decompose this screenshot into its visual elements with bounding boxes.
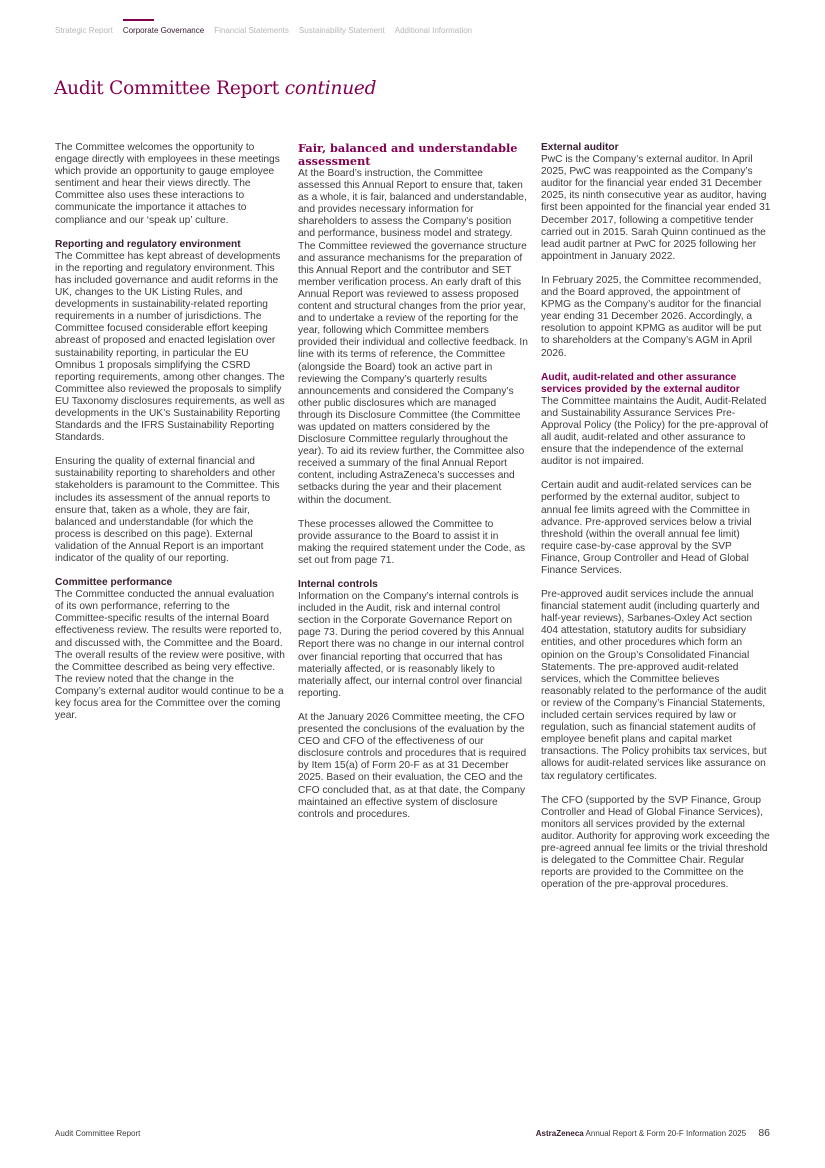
paragraph-reporting-regulatory: The Committee has kept abreast of developments in the reporting and regulatory environment. This has included governance and audit reforms in the UK, changes to the UK Listing Rules, and developments in sustainability-related reporting requirements in a number of jurisdictions. The Committee focused considerable effort keeping abreast of proposed and enacted legislation over sustainability reporting, in particular the EU Omnibus 1 proposals simplifying the CSRD reporting requirements, among other changes. The Committee also reviewed the proposals to simplify EU Taxonomy disclosures requirements, as well as developments in the UK’s Sustainability Reporting Standards and the IFRS Sustainability Reporting Standards. (55, 250, 285, 444)
page-number: 86 (758, 1127, 770, 1139)
paragraph-reporting-quality: Ensuring the quality of external financial and sustainability reporting to shareholders and other stakeholders is paramount to the Committee. This includes its assessment of the annual reports to ensure that, taken as a whole, they are fair, balanced and understandable (for which the process is described on this page). External validation of the Annual Report is an important indicator of the quality of our reporting. (55, 456, 280, 564)
nav-strategic-report[interactable]: Strategic Report (55, 26, 113, 35)
heading-fair-balanced: Fair, balanced and understandable assessment (298, 141, 518, 168)
paragraph-assurance-statement: These processes allowed the Committee to provide assurance to the Board to assist it in making the required statement under the Code, as set out from page 71. (298, 518, 526, 566)
footer-document-info (536, 1127, 770, 1139)
footer-document-title: Annual Report & Form 20-F Information 2025 (585, 1129, 747, 1138)
column-middle (298, 142, 528, 833)
paragraph-external-auditor: PwC is the Company’s external auditor. In April 2025, PwC was reappointed as the Company’s auditor for the financial year ended 31 December 2025, its ninth consecutive year as auditor, having first been appointed for the financial year ended 31 December 2017, following a competitive tender carried out in 2015. Sarah Quinn continued as the lead audit partner at PwC for 2025 following her appointment in January 2022. (541, 154, 771, 262)
heading-committee-performance: Committee performance (55, 577, 173, 589)
paragraph-kpmg-appointment: In February 2025, the Committee recommended, and the Board approved, the appointment of KPMG as the Company’s auditor for the financial year ending 31 December 2026. Accordingly, a resolution to appoint KPMG as auditor will be put to shareholders at the Company’s AGM in April 2026. (541, 274, 762, 359)
nav-corporate-governance[interactable]: Corporate Governance (122, 26, 205, 35)
footer-brand: AstraZeneca (535, 1129, 584, 1138)
paragraph-employee-engagement: The Committee welcomes the opportunity to engage directly with employees in these meetings which provide an opportunity to gauge employee sentiment and hear their views directly. The Committee also uses these interactions to communicate the importance it attaches to compliance and our ‘speak up’ culture. (55, 142, 280, 226)
nav-additional-information[interactable]: Additional Information (394, 26, 473, 35)
column-left (55, 142, 285, 734)
nav-sustainability-statement[interactable]: Sustainability Statement (298, 26, 385, 35)
paragraph-pre-approval-policy: The Committee maintains the Audit, Audit-Related and Sustainability Assurance Services Pre-Approval Policy (the Policy) for the pre-approval of all audit, audit-related and other assurance to ensure that the independence of the external auditor is not impaired. (541, 395, 769, 468)
heading-reporting-regulatory: Reporting and regulatory environment (55, 238, 241, 250)
heading-assurance-services: Audit, audit-related and other assurance services provided by the external auditor (541, 371, 740, 395)
heading-external-auditor: External auditor (541, 142, 619, 153)
section-navigation (55, 26, 472, 35)
page-title-main: Audit Committee Report (54, 78, 280, 99)
paragraph-disclosure-controls: At the January 2026 Committee meeting, the CFO presented the conclusions of the evaluation by the CEO and CFO of the effectiveness of our disclosure controls and procedures that is required by Item 15(a) of Form 20-F as at 31 December 2025. Based on their evaluation, the CEO and the CFO concluded that, as at that date, the Company maintained an effective system of disclosure controls and procedures. (298, 711, 527, 820)
page-title (54, 78, 376, 99)
paragraph-internal-controls: Information on the Company’s internal controls is included in the Audit, risk and internal control section in the Corporate Governance Report on page 73. During the period covered by this Annual Report there was no change in our internal control over financial reporting that occurred that has materially affected, or is reasonably likely to materially affect, our internal control over financial reporting. (298, 591, 524, 699)
paragraph-cfo-monitoring: The CFO (supported by the SVP Finance, Group Controller and Head of Global Finance Services), monitors all services provided by the external auditor. Authority for approving work exceeding the pre-agreed annual fee limits or the trivial threshold is delegated to the Committee Chair. Regular reports are provided to the Committee on the operation of the pre-approval procedures. (541, 794, 770, 891)
column-right (541, 142, 771, 903)
footer-section-name: Audit Committee Report (55, 1129, 141, 1138)
heading-internal-controls: Internal controls (298, 579, 378, 590)
paragraph-fair-balanced: At the Board’s instruction, the Committee assessed this Annual Report to ensure that, taken as a whole, it is fair, balanced and understandable, and provides necessary information for shareholders to assess the Company’s position and performance, business model and strategy. The Committee reviewed the governance structure and assurance mechanisms for the preparation of this Annual Report and the contributor and SET member verification process. An early draft of this Annual Report was reviewed to assess proposed content and structural changes from the prior year, and to undertake a review of the reporting for the year, following which Committee members provided their individual and collective feedback. In line with its terms of reference, the Committee (alongside the Board) took an active part in reviewing the Company’s quarterly results announcements and considered the Company’s other public disclosures which are managed through its Disclosure Committee (the Committee was updated on matters considered by the Disclosure Committee regularly throughout the year). To aid its review further, the Committee also received a summary of the final Annual Report content, including AstraZeneca’s successes and setbacks during the year and their placement within the document. (298, 168, 528, 506)
paragraph-fee-limits: Certain audit and audit-related services can be performed by the external auditor, subject to annual fee limits agreed with the Committee in advance. Pre-approved services below a trivial threshold (within the overall annual fee limit) require case-by-case approval by the SVP Finance, Group Controller and Head of Global Finance Services. (541, 480, 752, 576)
nav-financial-statements[interactable]: Financial Statements (214, 26, 289, 35)
paragraph-pre-approved-services: Pre-approved audit services include the annual financial statement audit (including quarterly and half-year reviews), Sarbanes-Oxley Act section 404 attestation, statutory audits for subsidiary entities, and other procedures which form an opinion on the Group’s Consolidated Financial Statements. The pre-approved audit-related services, which the Committee believes reasonably related to the performance of the audit or review of the Company’s Financial Statements, included certain services required by law or regulation, such as financial statement audits of employee benefit plans and capital market transactions. The Policy prohibits tax services, but allows for audit-related services like assurance on tax regulatory certificates. (541, 589, 767, 782)
page-title-suffix: continued (284, 78, 377, 99)
paragraph-committee-performance: The Committee conducted the annual evaluation of its own performance, referring to the Committee-specific results of the internal Board effectiveness review. The results were reported to, and discussed with, the Committee and the Board. The overall results of the review were positive, with the Committee described as being very effective. The review noted that the change in the Company’s external auditor would continue to be a key focus area for the Committee over the coming year. (55, 589, 285, 722)
